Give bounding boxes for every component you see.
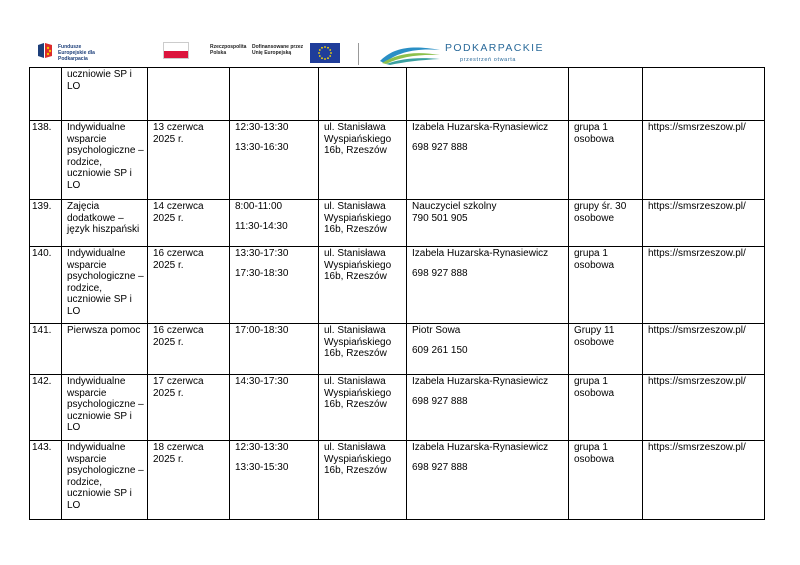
time-slot: 8:00-11:00: [235, 201, 283, 212]
fundusze-europejskie-logo-icon: [36, 42, 56, 60]
cell-group: Grupy 11 osobowe: [569, 324, 643, 375]
podkarpackie-tagline: przestrzeń otwarta: [460, 57, 517, 63]
cell-leader: [407, 375, 569, 441]
leader-phone: 698 927 888: [412, 395, 468, 407]
cell-website[interactable]: https://smsrzeszow.pl/: [643, 441, 765, 520]
cell-time: [230, 200, 319, 247]
time-slot: 13:30-16:30: [235, 141, 289, 153]
cell-no: 138.: [30, 121, 62, 200]
cell-no: 141.: [30, 324, 62, 375]
cell-name: uczniowie SP i LO: [62, 68, 148, 121]
cell-date: 14 czerwca 2025 r.: [148, 200, 230, 247]
cell-group: grupa 1 osobowa: [569, 441, 643, 520]
cell-address: ul. Stanisława Wyspiańskiego 16b, Rzeszów: [319, 441, 407, 520]
leader-phone: 609 261 150: [412, 344, 468, 356]
leader-name: Nauczyciel szkolny: [412, 201, 497, 212]
cell-name: Indywidualne wsparcie psychologiczne – rodzice, uczniowie SP i LO: [62, 247, 148, 324]
cell-name: Indywidualne wsparcie psychologiczne – rodzice, uczniowie SP i LO: [62, 441, 148, 520]
cell-no: [30, 68, 62, 121]
cell-time: [230, 121, 319, 200]
cell-address: ul. Stanisława Wyspiańskiego 16b, Rzeszów: [319, 375, 407, 441]
leader-phone: 698 927 888: [412, 267, 468, 279]
cell-address: ul. Stanisława Wyspiańskiego 16b, Rzeszów: [319, 200, 407, 247]
cell-leader: [407, 441, 569, 520]
cell-group: grupa 1 osobowa: [569, 121, 643, 200]
leader-name: Izabela Huzarska-Rynasiewicz: [412, 248, 549, 259]
cell-date: 18 czerwca 2025 r.: [148, 441, 230, 520]
rzeczpospolita-polska-text: Rzeczpospolita Polska: [210, 44, 247, 56]
cell-name: Zajęcia dodatkowe – język hiszpański: [62, 200, 148, 247]
time-slot: 11:30-14:30: [235, 220, 288, 232]
cell-no: 143.: [30, 441, 62, 520]
cell-website[interactable]: https://smsrzeszow.pl/: [643, 121, 765, 200]
time-slot: 12:30-13:30: [235, 122, 289, 133]
cell-time: [230, 324, 319, 375]
table-row: [30, 441, 765, 520]
cell-leader: [407, 121, 569, 200]
leader-name: Piotr Sowa: [412, 325, 461, 336]
cell-time: [230, 247, 319, 324]
eu-flag-icon: [310, 43, 340, 63]
cell-website[interactable]: https://smsrzeszow.pl/: [643, 375, 765, 441]
cell-website[interactable]: https://smsrzeszow.pl/: [643, 200, 765, 247]
cell-no: 142.: [30, 375, 62, 441]
cell-group: [569, 68, 643, 121]
cell-leader: [407, 247, 569, 324]
leader-phone: 698 927 888: [412, 461, 468, 473]
podkarpackie-logo-icon: [378, 41, 442, 65]
table-row: [30, 375, 765, 441]
cell-date: 17 czerwca 2025 r.: [148, 375, 230, 441]
cell-date: 13 czerwca 2025 r.: [148, 121, 230, 200]
table-row: [30, 200, 765, 247]
podkarpackie-name: PODKARPACKIE: [445, 42, 544, 54]
continuation-row: [30, 68, 765, 121]
cell-website: [643, 68, 765, 121]
time-slot: 17:00-18:30: [235, 325, 289, 336]
cell-website[interactable]: https://smsrzeszow.pl/: [643, 247, 765, 324]
cell-name: Pierwsza pomoc: [62, 324, 148, 375]
cell-address: ul. Stanisława Wyspiańskiego 16b, Rzeszów: [319, 324, 407, 375]
leader-name: Izabela Huzarska-Rynasiewicz: [412, 376, 549, 387]
cell-time: [230, 68, 319, 121]
time-slot: 14:30-17:30: [235, 376, 289, 387]
leader-name: Izabela Huzarska-Rynasiewicz: [412, 122, 549, 133]
cell-date: [148, 68, 230, 121]
time-slot: 17:30-18:30: [235, 267, 289, 279]
polish-flag-icon: [163, 42, 189, 59]
header-logo-bar: [36, 38, 576, 70]
cell-address: ul. Stanisława Wyspiańskiego 16b, Rzeszów: [319, 247, 407, 324]
cell-address: [319, 68, 407, 121]
time-slot: 13:30-17:30: [235, 248, 289, 259]
cell-leader: [407, 200, 569, 247]
time-slot: 12:30-13:30: [235, 442, 289, 453]
table-row: [30, 324, 765, 375]
cell-time: [230, 441, 319, 520]
cell-group: grupa 1 osobowa: [569, 247, 643, 324]
cell-website[interactable]: https://smsrzeszow.pl/: [643, 324, 765, 375]
cell-no: 140.: [30, 247, 62, 324]
cell-name: Indywidualne wsparcie psychologiczne – rodzice, uczniowie SP i LO: [62, 121, 148, 200]
leader-phone: 790 501 905: [412, 212, 468, 224]
table-row: [30, 121, 765, 200]
cell-name: Indywidualne wsparcie psychologiczne –uczniowie SP i LO: [62, 375, 148, 441]
table-row: [30, 247, 765, 324]
cell-no: 139.: [30, 200, 62, 247]
cell-date: 16 czerwca 2025 r.: [148, 324, 230, 375]
cell-address: ul. Stanisława Wyspiańskiego 16b, Rzeszów: [319, 121, 407, 200]
cell-leader: [407, 68, 569, 121]
leader-phone: 698 927 888: [412, 141, 468, 153]
cell-group: grupa 1 osobowa: [569, 375, 643, 441]
fundusze-europejskie-text: Fundusze Europejskie dla Podkarpacia: [58, 44, 95, 62]
schedule-table: [29, 67, 765, 520]
cell-date: 16 czerwca 2025 r.: [148, 247, 230, 324]
time-slot: 13:30-15:30: [235, 461, 289, 473]
cell-time: [230, 375, 319, 441]
cell-group: grupy śr. 30 osobowe: [569, 200, 643, 247]
cell-leader: [407, 324, 569, 375]
logo-divider: [358, 43, 359, 65]
leader-name: Izabela Huzarska-Rynasiewicz: [412, 442, 549, 453]
eu-funding-text: Dofinansowane przez Unię Europejską: [252, 44, 304, 56]
